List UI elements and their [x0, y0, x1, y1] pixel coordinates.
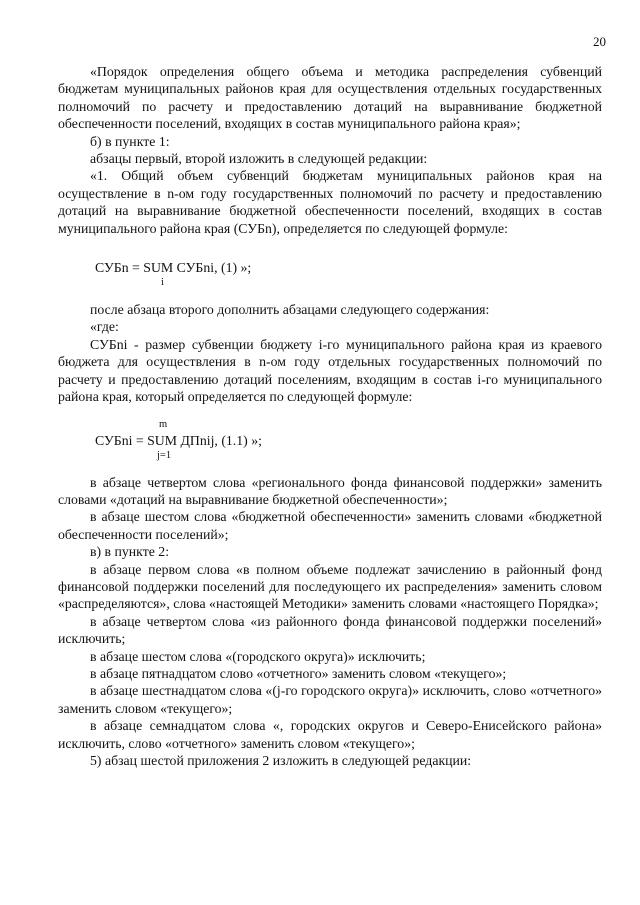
formula-2-main: СУБni = SUM ДПnij, (1.1) »;	[95, 432, 262, 448]
spacer	[58, 237, 602, 259]
page-number: 20	[593, 34, 606, 49]
spacer	[58, 406, 602, 428]
paragraph: в абзаце семнадцатом слова «, городских округов и Северо-Енисейского района» исключить, слово «отчетного» заменить словом «текущего»;	[58, 718, 602, 751]
paragraph: СУБni - размер субвенции бюджету i-го муниципального района края из краевого бюджета для осуществления в n-ом году отдельных государственных полномочий по расчету и предоставлению дотаций поселениям, входящим в состав i-го муниципального района края, который определяется по следующей формуле:	[58, 336, 602, 405]
formula-1	[95, 259, 602, 289]
formula-1-main: СУБn = SUM СУБni, (1) »;	[95, 260, 252, 276]
paragraph: в абзаце шестом слова «(городского округа)» исключить;	[90, 648, 426, 664]
document-body	[58, 63, 602, 769]
paragraph: «Порядок определения общего объема и методика распределения субвенций бюджетам муниципальных районов края для осуществления отдельных государственных полномочий по расчету и предоставлению дотаций на выравнивание бюджетной обеспеченности поселений, входящих в состав муниципального района края»;	[58, 64, 602, 132]
formula-2	[95, 418, 602, 461]
paragraph: после абзаца второго дополнить абзацами следующего содержания:	[90, 302, 490, 318]
paragraph: в абзаце первом слова «в полном объеме подлежат зачислению в районный фонд финансовой поддержки поселений для последующего их распределения» заменить словом «распределяются», слова «настоящей Методики» заменить словами «настоящего Порядка»;	[58, 561, 602, 612]
paragraph: в) в пункте 2:	[90, 544, 170, 560]
paragraph: «1. Общий объем субвенций бюджетам муниципальных районов края на осуществление в n-ом году государственных полномочий по расчету и предоставлению дотаций на выравнивание бюджетной обеспеченности поселений, входящих в состав муниципального района края (СУБn), определяется по следующей формуле:	[58, 168, 602, 236]
paragraph: в абзаце шестнадцатом слова «(j-го городского округа)» исключить, слово «отчетного» заменить словом «текущего»;	[58, 683, 602, 716]
spacer	[58, 279, 602, 301]
paragraph: 5) абзац шестой приложения 2 изложить в следующей редакции:	[90, 753, 472, 768]
paragraph: в абзаце четвертом слова «из районного фонда финансовой поддержки поселений» исключить;	[58, 613, 602, 647]
spacer	[58, 449, 602, 474]
paragraph: в абзаце четвертом слова «регионального фонда финансовой поддержки» заменить словами «дотаций на выравнивание бюджетной обеспеченности»;	[58, 474, 602, 507]
formula-1-subscript: i	[161, 277, 164, 289]
paragraph: в абзаце шестом слова «бюджетной обеспеченности» заменить словами «бюджетной обеспеченности поселений»;	[58, 509, 602, 542]
paragraph: в абзаце пятнадцатом слово «отчетного» заменить словом «текущего»;	[90, 665, 507, 681]
paragraph: б) в пункте 1:	[90, 133, 170, 149]
formula-2-superscript: m	[159, 418, 168, 430]
paragraph: «где:	[90, 319, 119, 335]
paragraph: абзацы первый, второй изложить в следующей редакции:	[90, 151, 428, 167]
formula-2-subscript: j=1	[157, 449, 172, 461]
